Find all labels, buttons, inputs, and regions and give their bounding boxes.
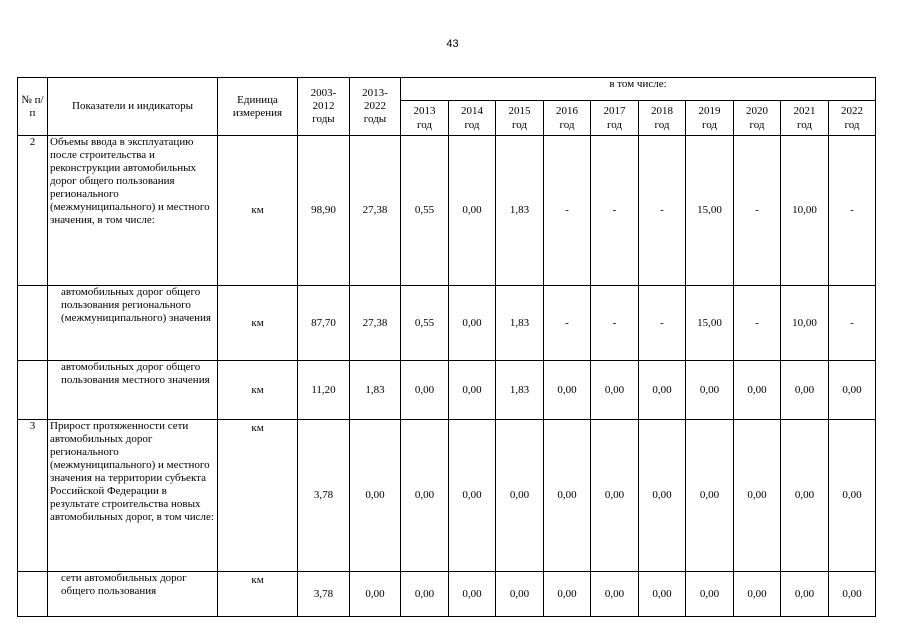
row-value-2022: 0,00: [829, 572, 876, 617]
row-value-2021: 10,00: [781, 286, 829, 361]
row-value-2021: 0,00: [781, 572, 829, 617]
row-value-2022: 0,00: [829, 420, 876, 572]
row-value-2021: 0,00: [781, 361, 829, 420]
header-year: 2020 год: [734, 101, 781, 136]
header-year: 2022 год: [829, 101, 876, 136]
row-value-2020: 0,00: [734, 361, 781, 420]
row-value-2022: -: [829, 286, 876, 361]
row-unit: км: [218, 572, 298, 617]
row-range-2003-2012: 11,20: [298, 361, 350, 420]
row-indicator-name: автомобильных дорог общего пользования регионального (межмуниципального) значения: [48, 286, 218, 361]
header-year: 2013 год: [401, 101, 449, 136]
header-year: 2016 год: [544, 101, 591, 136]
row-value-2015: 1,83: [496, 136, 544, 286]
row-unit: км: [218, 286, 298, 361]
row-unit: км: [218, 136, 298, 286]
row-range-2003-2012: 3,78: [298, 420, 350, 572]
row-value-2018: 0,00: [639, 572, 686, 617]
row-range-2013-2022: 27,38: [350, 136, 401, 286]
table-row: [18, 286, 876, 361]
row-range-2013-2022: 1,83: [350, 361, 401, 420]
row-value-2021: 10,00: [781, 136, 829, 286]
row-value-2014: 0,00: [449, 286, 496, 361]
row-value-2019: 15,00: [686, 136, 734, 286]
header-range-2003-2012: [298, 78, 350, 136]
header-unit: Единица измерения: [218, 78, 298, 136]
table-row: [18, 361, 876, 420]
row-value-2013: 0,00: [401, 420, 449, 572]
row-value-2013: 0,55: [401, 286, 449, 361]
row-value-2017: -: [591, 286, 639, 361]
page-number: 43: [446, 38, 459, 50]
row-number: [18, 361, 48, 420]
header-year: 2019 год: [686, 101, 734, 136]
header-indicator: Показатели и индикаторы: [48, 78, 218, 136]
row-value-2020: 0,00: [734, 572, 781, 617]
table-body: [18, 136, 876, 617]
header-year: 2018 год: [639, 101, 686, 136]
header-including: в том числе:: [401, 78, 876, 101]
row-range-2013-2022: 27,38: [350, 286, 401, 361]
header-row-1: [18, 78, 876, 101]
row-value-2014: 0,00: [449, 420, 496, 572]
header-range1-line3: годы: [312, 113, 335, 125]
row-value-2020: 0,00: [734, 420, 781, 572]
row-range-2003-2012: 3,78: [298, 572, 350, 617]
header-range2-line1: 2013-: [362, 87, 388, 99]
row-value-2019: 0,00: [686, 361, 734, 420]
row-value-2015: 1,83: [496, 286, 544, 361]
row-value-2015: 1,83: [496, 361, 544, 420]
header-num: № п/п: [18, 78, 48, 136]
row-unit: км: [218, 361, 298, 420]
row-value-2015: 0,00: [496, 572, 544, 617]
row-value-2014: 0,00: [449, 361, 496, 420]
row-value-2022: 0,00: [829, 361, 876, 420]
header-range2-line3: годы: [363, 113, 387, 125]
row-value-2016: 0,00: [544, 420, 591, 572]
row-value-2013: 0,00: [401, 572, 449, 617]
header-range-2013-2022: [350, 78, 401, 136]
row-value-2019: 0,00: [686, 420, 734, 572]
header-year: 2017 год: [591, 101, 639, 136]
row-range-2013-2022: 0,00: [350, 572, 401, 617]
row-value-2018: 0,00: [639, 361, 686, 420]
row-value-2021: 0,00: [781, 420, 829, 572]
row-value-2017: -: [591, 136, 639, 286]
row-value-2019: 15,00: [686, 286, 734, 361]
header-year: 2014 год: [449, 101, 496, 136]
header-year: 2015 год: [496, 101, 544, 136]
row-range-2013-2022: 0,00: [350, 420, 401, 572]
row-range-2003-2012: 98,90: [298, 136, 350, 286]
row-value-2014: 0,00: [449, 136, 496, 286]
table-row: [18, 420, 876, 572]
row-value-2017: 0,00: [591, 361, 639, 420]
row-number: 2: [18, 136, 48, 286]
indicators-table: [17, 77, 876, 617]
table-row: [18, 136, 876, 286]
row-number: [18, 572, 48, 617]
header-range2-line2: 2022: [364, 100, 386, 112]
row-value-2016: -: [544, 136, 591, 286]
row-value-2016: -: [544, 286, 591, 361]
header-range1-line2: 2012: [312, 100, 335, 112]
row-value-2013: 0,55: [401, 136, 449, 286]
row-value-2018: -: [639, 286, 686, 361]
header-year: 2021 год: [781, 101, 829, 136]
row-value-2022: -: [829, 136, 876, 286]
row-value-2017: 0,00: [591, 420, 639, 572]
row-value-2018: 0,00: [639, 420, 686, 572]
row-value-2013: 0,00: [401, 361, 449, 420]
row-value-2014: 0,00: [449, 572, 496, 617]
row-value-2020: -: [734, 136, 781, 286]
row-value-2020: -: [734, 286, 781, 361]
header-range1-line1: 2003-: [310, 87, 337, 99]
row-number: 3: [18, 420, 48, 572]
row-value-2019: 0,00: [686, 572, 734, 617]
row-indicator-name: Объемы ввода в эксплуатацию после строительства и реконструкции автомобильных дорог общего пользования регионального (межмуниципального) и местного значения, в том числе:: [48, 136, 218, 286]
row-unit: км: [218, 420, 298, 572]
table-row: [18, 572, 876, 617]
row-value-2017: 0,00: [591, 572, 639, 617]
row-value-2015: 0,00: [496, 420, 544, 572]
row-value-2016: 0,00: [544, 572, 591, 617]
row-indicator-name: автомобильных дорог общего пользования местного значения: [48, 361, 218, 420]
row-indicator-name: сети автомобильных дорог общего пользования: [48, 572, 218, 617]
row-range-2003-2012: 87,70: [298, 286, 350, 361]
row-value-2016: 0,00: [544, 361, 591, 420]
row-indicator-name: Прирост протяженности сети автомобильных дорог регионального (межмуниципального) и местного значения на территории субъекта Российской Федерации в результате строительства новых автомобильных дорог, в том числе:: [48, 420, 218, 572]
row-value-2018: -: [639, 136, 686, 286]
row-number: [18, 286, 48, 361]
